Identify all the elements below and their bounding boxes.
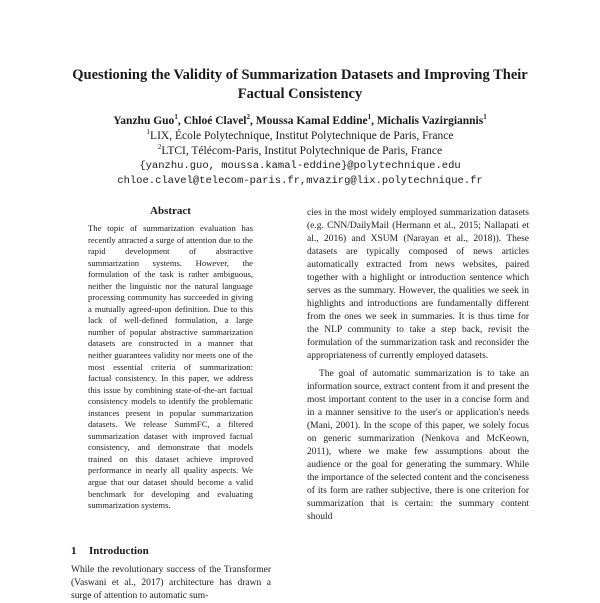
author-name: Moussa Kamal Eddine bbox=[255, 115, 368, 127]
section-number: 1 bbox=[71, 545, 77, 557]
affiliation-1 bbox=[40, 129, 560, 144]
affiliation-2 bbox=[40, 144, 560, 159]
introduction-text: While the revolutionary success of the Transformer (Vaswani et al., 2017) architecture has drawn a surge of attention to automatic sum- bbox=[71, 565, 271, 601]
author-name: Chloé Clavel bbox=[183, 115, 247, 127]
author-list: Yanzhu Guo$^1$, Chloé Clavel$^2$, Moussa Kamal Eddine$^1$, Michalis Vazirgiannis$^1$ bbox=[113, 113, 487, 127]
author-affiliation-mark: 1 bbox=[483, 113, 487, 122]
section-title: Introduction bbox=[89, 545, 149, 557]
author-affiliation-mark: 1 bbox=[367, 113, 372, 122]
affiliation-text: LIX, École Polytechnique, Institut Polytechnique de Paris, France bbox=[150, 130, 454, 142]
author-name: Michalis Vazirgiannis bbox=[376, 115, 484, 127]
abstract-text: The topic of summarization evaluation has recently attracted a surge of attention due to the rapid development of abstractive summarization systems. However, the formulation of the task is rather ambiguous, neither the linguistic nor the natural language processing community has succeeded in giving a mutually agreed-upon definition. Due to this lack of well-defined formulation, a large number of popular abstractive summarization datasets are constructed in a manner that neither guarantees validity nor meets one of the most essential criteria of summarization: factual consistency. In this paper, we address this issue by combining state-of-the-art factual consistency models to identify the problematic instances present in popular summarization datasets. We release SummFC, a filtered summarization dataset with improved factual consistency, and demonstrate that models trained on this dataset achieve improved performance in nearly all quality aspects. We argue that our dataset should become a valid benchmark for developing and evaluating summarization systems. bbox=[88, 223, 253, 511]
affiliation-mark: 2 bbox=[157, 143, 162, 152]
section-heading-introduction bbox=[71, 545, 271, 557]
author-name: Yanzhu Guo bbox=[113, 115, 175, 127]
author-affiliation-mark: 2 bbox=[246, 113, 250, 122]
email-line-1: {yanzhu.guo, moussa.kamal-eddine}@polytechnique.edu bbox=[139, 160, 461, 172]
abstract-heading: Abstract bbox=[150, 205, 191, 217]
paper-title: Questioning the Validity of Summarization Datasets and Improving Their Factual Consistency bbox=[72, 67, 528, 102]
author-affiliation-mark: 1 bbox=[174, 113, 178, 122]
body-paragraph: The goal of automatic summarization is to take an information source, extract content from it and present the most important content to the user in a concise form and in a manner sensitive to the user's or application's needs (Mani, 2001). In the scope of this paper, we solely focus on generic summarization (Nenkova and McKeown, 2011), where we make few assumptions about the audience or the goal for generating the summary. While the importance of the selected content and the conciseness of its form are rather subjective, there is one criterion for summarization that is certain: the summary content should bbox=[307, 369, 529, 522]
affiliation-text: LTCI, Télécom-Paris, Institut Polytechnique de Paris, France bbox=[161, 145, 443, 157]
email-line-2: chloe.clavel@telecom-paris.fr,mvazirg@lix.polytechnique.fr bbox=[117, 175, 483, 187]
right-column bbox=[307, 207, 529, 524]
body-paragraph: cies in the most widely employed summarization datasets (e.g. CNN/DailyMail (Hermann et al., 2015; Nallapati et al., 2016) and XSUM (Narayan et al., 2018)). These datasets are typically composed of news articles automatically extracted from news websites, paired together with a highlight or introduction sentence which serves as the summary. However, the qualities we seek in highlights and introductions are fundamentally different from the ones we seek in summaries. It is thus time for the NLP community to take a step back, revisit the formulation of the summarization task and reconsider the appropriateness of currently employed datasets. bbox=[307, 208, 529, 361]
affiliation-mark: 1 bbox=[146, 128, 151, 137]
